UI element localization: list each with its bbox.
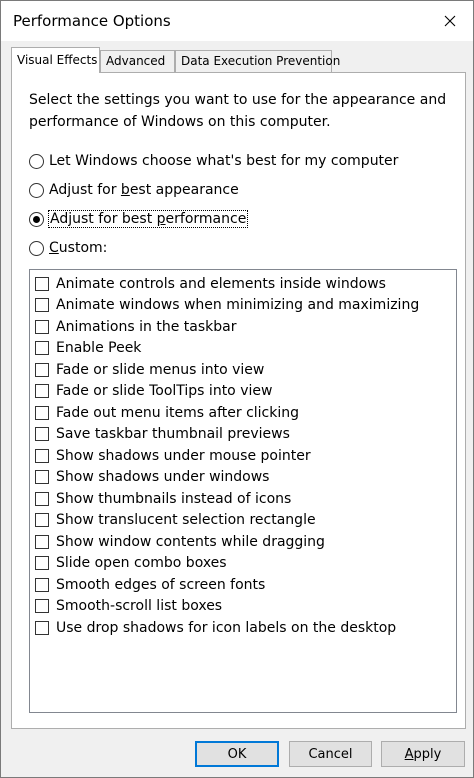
effect-smooth-scroll[interactable]: Smooth-scroll list boxes — [35, 596, 222, 617]
radio-label: Custom: — [49, 240, 108, 256]
tab-advanced[interactable]: Advanced — [100, 50, 175, 72]
effect-save-thumbnails[interactable]: Save taskbar thumbnail previews — [35, 424, 290, 445]
effect-slide-combo-boxes[interactable]: Slide open combo boxes — [35, 553, 227, 574]
effect-show-thumbnails[interactable]: Show thumbnails instead of icons — [35, 488, 291, 509]
checkbox[interactable] — [35, 449, 49, 463]
title-bar — [1, 1, 473, 41]
effect-fade-menu-items[interactable]: Fade out menu items after clicking — [35, 402, 299, 423]
checkbox[interactable] — [35, 277, 49, 291]
radio-label: Adjust for best appearance — [49, 182, 239, 198]
tab-data-execution-prevention[interactable]: Data Execution Prevention — [175, 50, 332, 72]
radio-button[interactable] — [29, 212, 44, 227]
radio-let-windows-choose[interactable] — [29, 150, 399, 172]
checkbox[interactable] — [35, 535, 49, 549]
checkbox[interactable] — [35, 427, 49, 441]
tab-strip — [11, 47, 467, 73]
effect-fade-menus[interactable]: Fade or slide menus into view — [35, 359, 264, 380]
close-button[interactable] — [427, 1, 473, 41]
radio-label: Let Windows choose what's best for my computer — [49, 153, 399, 169]
checkbox[interactable] — [35, 578, 49, 592]
effect-window-contents-dragging[interactable]: Show window contents while dragging — [35, 531, 325, 552]
window-title: Performance Options — [13, 12, 171, 30]
effect-animate-controls[interactable]: Animate controls and elements inside windows — [35, 273, 386, 294]
effect-taskbar-animations[interactable]: Animations in the taskbar — [35, 316, 236, 337]
radio-custom[interactable] — [29, 237, 108, 259]
tab-visual-effects[interactable]: Visual Effects — [11, 47, 100, 73]
radio-best-appearance[interactable] — [29, 179, 240, 201]
instructions-text: Select the settings you want to use for the appearance and performance of Windows on this computer. — [29, 92, 447, 130]
checkbox[interactable] — [35, 599, 49, 613]
effect-pointer-shadows[interactable]: Show shadows under mouse pointer — [35, 445, 311, 466]
checkbox[interactable] — [35, 384, 49, 398]
effect-translucent-selection[interactable]: Show translucent selection rectangle — [35, 510, 316, 531]
checkbox[interactable] — [35, 298, 49, 312]
effect-window-shadows[interactable]: Show shadows under windows — [35, 467, 269, 488]
close-icon — [444, 15, 456, 27]
checkbox[interactable] — [35, 556, 49, 570]
radio-button[interactable] — [29, 183, 44, 198]
checkbox[interactable] — [35, 621, 49, 635]
effect-smooth-fonts[interactable]: Smooth edges of screen fonts — [35, 574, 265, 595]
cancel-button[interactable]: Cancel — [289, 741, 372, 767]
ok-button[interactable]: OK — [195, 741, 279, 767]
visual-effects-panel — [11, 72, 466, 729]
checkbox[interactable] — [35, 320, 49, 334]
checkbox[interactable] — [35, 470, 49, 484]
visual-effects-list[interactable] — [29, 269, 457, 713]
checkbox[interactable] — [35, 513, 49, 527]
effect-icon-label-shadows[interactable]: Use drop shadows for icon labels on the desktop — [35, 617, 396, 638]
checkbox[interactable] — [35, 363, 49, 377]
checkbox[interactable] — [35, 492, 49, 506]
radio-label: Adjust for best performance — [50, 211, 247, 227]
effect-fade-tooltips[interactable]: Fade or slide ToolTips into view — [35, 381, 272, 402]
radio-best-performance[interactable] — [29, 208, 248, 230]
radio-button[interactable] — [29, 241, 44, 256]
checkbox[interactable] — [35, 341, 49, 355]
effect-enable-peek[interactable]: Enable Peek — [35, 338, 141, 359]
apply-button[interactable]: A pply — [381, 741, 465, 767]
checkbox[interactable] — [35, 406, 49, 420]
effect-animate-windows[interactable]: Animate windows when minimizing and maximizing — [35, 295, 419, 316]
radio-button[interactable] — [29, 154, 44, 169]
